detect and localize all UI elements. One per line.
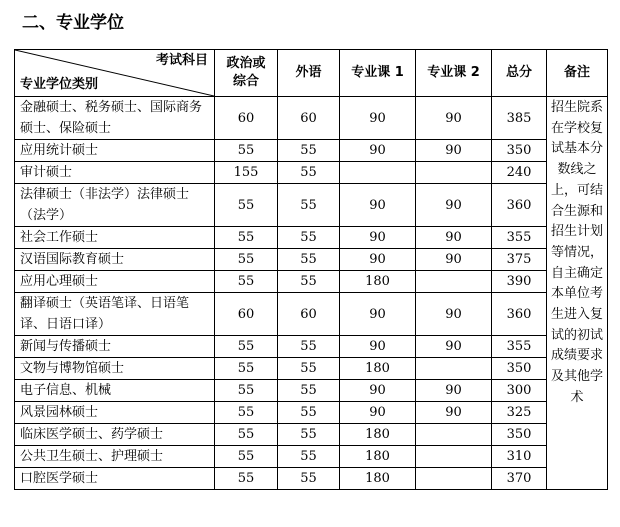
degree-category: 临床医学硕士、药学硕士 — [15, 424, 215, 446]
major1-score: 90 — [340, 402, 416, 424]
total-score: 390 — [492, 271, 547, 293]
total-score: 370 — [492, 468, 547, 490]
politics-score: 55 — [215, 424, 278, 446]
table-row — [15, 227, 608, 249]
major2-score: 90 — [416, 97, 492, 140]
politics-score: 60 — [215, 97, 278, 140]
major1-score: 90 — [340, 380, 416, 402]
major2-score — [416, 358, 492, 380]
total-score: 350 — [492, 358, 547, 380]
major1-score: 90 — [340, 140, 416, 162]
major1-score: 180 — [340, 424, 416, 446]
politics-score: 55 — [215, 358, 278, 380]
table-row — [15, 140, 608, 162]
politics-score: 55 — [215, 402, 278, 424]
total-score: 385 — [492, 97, 547, 140]
foreign-score: 55 — [278, 140, 340, 162]
major1-score: 90 — [340, 293, 416, 336]
degree-category: 法律硕士（非法学）法律硕士（法学） — [15, 184, 215, 227]
degree-category: 金融硕士、税务硕士、国际商务硕士、保险硕士 — [15, 97, 215, 140]
degree-category: 风景园林硕士 — [15, 402, 215, 424]
degree-category: 公共卫生硕士、护理硕士 — [15, 446, 215, 468]
politics-score: 55 — [215, 140, 278, 162]
major2-score — [416, 424, 492, 446]
major2-score: 90 — [416, 336, 492, 358]
total-score: 325 — [492, 402, 547, 424]
total-score: 310 — [492, 446, 547, 468]
foreign-score: 55 — [278, 271, 340, 293]
foreign-score: 55 — [278, 468, 340, 490]
total-score: 240 — [492, 162, 547, 184]
major2-score: 90 — [416, 402, 492, 424]
total-score: 360 — [492, 293, 547, 336]
table-row — [15, 402, 608, 424]
major1-score: 90 — [340, 336, 416, 358]
table-row — [15, 97, 608, 140]
politics-score: 55 — [215, 184, 278, 227]
politics-score: 55 — [215, 271, 278, 293]
table-row — [15, 271, 608, 293]
notes-cell — [547, 97, 608, 490]
degree-category: 审计硕士 — [15, 162, 215, 184]
header-notes: 备注 — [547, 50, 608, 97]
degree-category: 应用统计硕士 — [15, 140, 215, 162]
total-score: 360 — [492, 184, 547, 227]
major1-score: 180 — [340, 271, 416, 293]
table-row — [15, 468, 608, 490]
notes-text: 招生院系在学校复试基本分数线之上，可结合生源和招生计划等情况，自主确定本单位考生进入复试的初试成绩要求及其他学术 — [550, 100, 603, 405]
major2-score: 90 — [416, 140, 492, 162]
header-foreign-language: 外语 — [278, 50, 340, 97]
politics-score: 55 — [215, 468, 278, 490]
major1-score: 180 — [340, 446, 416, 468]
degree-category: 新闻与传播硕士 — [15, 336, 215, 358]
politics-score: 155 — [215, 162, 278, 184]
politics-score: 60 — [215, 293, 278, 336]
table-row — [15, 380, 608, 402]
major2-score: 90 — [416, 249, 492, 271]
major1-score: 90 — [340, 227, 416, 249]
foreign-score: 55 — [278, 336, 340, 358]
foreign-score: 55 — [278, 358, 340, 380]
degree-category: 社会工作硕士 — [15, 227, 215, 249]
degree-category: 汉语国际教育硕士 — [15, 249, 215, 271]
header-politics: 政治或综合 — [215, 50, 278, 97]
header-major-1: 专业课 1 — [340, 50, 416, 97]
foreign-score: 55 — [278, 162, 340, 184]
major1-score: 180 — [340, 358, 416, 380]
major1-score — [340, 162, 416, 184]
score-table — [14, 49, 608, 490]
foreign-score: 55 — [278, 380, 340, 402]
major1-score: 90 — [340, 184, 416, 227]
header-major-2: 专业课 2 — [416, 50, 492, 97]
major2-score: 90 — [416, 227, 492, 249]
foreign-score: 55 — [278, 402, 340, 424]
foreign-score: 55 — [278, 249, 340, 271]
foreign-score: 60 — [278, 293, 340, 336]
major2-score — [416, 271, 492, 293]
degree-category: 口腔医学硕士 — [15, 468, 215, 490]
foreign-score: 55 — [278, 184, 340, 227]
foreign-score: 55 — [278, 424, 340, 446]
header-degree-category: 专业学位类别 — [20, 77, 99, 92]
major1-score: 90 — [340, 249, 416, 271]
table-header-row — [15, 50, 608, 97]
politics-score: 55 — [215, 380, 278, 402]
total-score: 350 — [492, 424, 547, 446]
foreign-score: 55 — [278, 227, 340, 249]
table-row — [15, 446, 608, 468]
politics-score: 55 — [215, 227, 278, 249]
total-score: 355 — [492, 336, 547, 358]
degree-category: 翻译硕士（英语笔译、日语笔译、日语口译） — [15, 293, 215, 336]
degree-category: 电子信息、机械 — [15, 380, 215, 402]
table-row — [15, 162, 608, 184]
total-score: 375 — [492, 249, 547, 271]
table-row — [15, 184, 608, 227]
major2-score: 90 — [416, 184, 492, 227]
diagonal-header-cell — [15, 50, 215, 97]
table-row — [15, 358, 608, 380]
major2-score — [416, 446, 492, 468]
foreign-score: 55 — [278, 446, 340, 468]
degree-category: 应用心理硕士 — [15, 271, 215, 293]
table-row — [15, 424, 608, 446]
table-row — [15, 293, 608, 336]
politics-score: 55 — [215, 446, 278, 468]
politics-score: 55 — [215, 336, 278, 358]
foreign-score: 60 — [278, 97, 340, 140]
major2-score — [416, 468, 492, 490]
total-score: 355 — [492, 227, 547, 249]
table-row — [15, 249, 608, 271]
header-exam-subjects: 考试科目 — [155, 53, 208, 68]
major2-score: 90 — [416, 293, 492, 336]
section-title: 二、专业学位 — [22, 13, 124, 33]
politics-score: 55 — [215, 249, 278, 271]
major1-score: 180 — [340, 468, 416, 490]
header-total: 总分 — [492, 50, 547, 97]
total-score: 300 — [492, 380, 547, 402]
major1-score: 90 — [340, 97, 416, 140]
major2-score: 90 — [416, 380, 492, 402]
total-score: 350 — [492, 140, 547, 162]
major2-score — [416, 162, 492, 184]
table-row — [15, 336, 608, 358]
degree-category: 文物与博物馆硕士 — [15, 358, 215, 380]
